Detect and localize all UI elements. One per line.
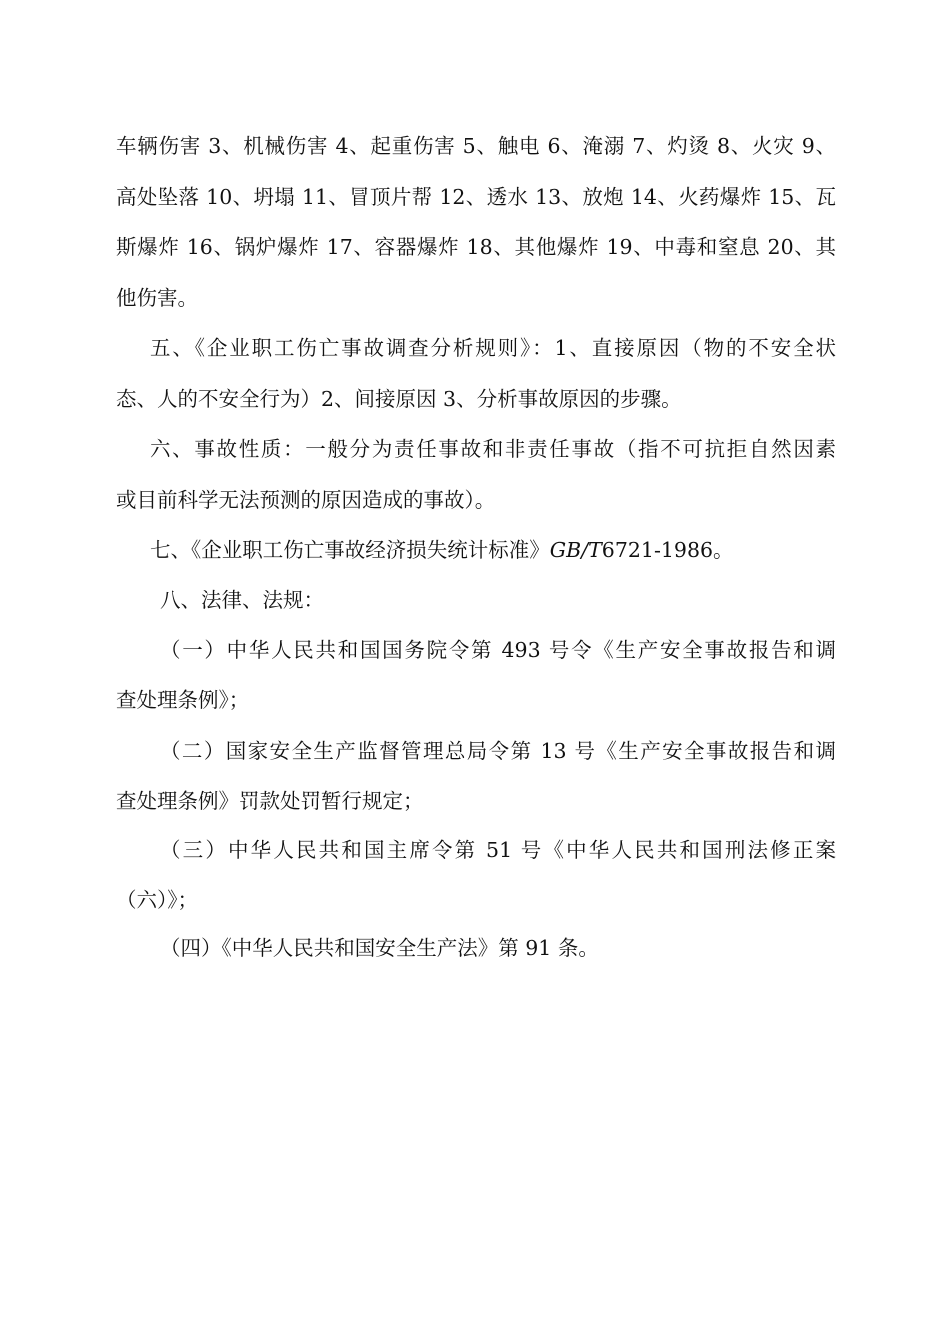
paragraph-line: 高处坠落 10、坍塌 11、冒顶片帮 12、透水 13、放炮 14、火药爆炸 15、瓦 [116,185,836,209]
paragraph-line: 车辆伤害 3、机械伤害 4、起重伤害 5、触电 6、淹溺 7、灼烫 8、火灾 9、 [116,134,836,158]
paragraph-line: 或目前科学无法预测的原因造成的事故）。 [116,488,496,512]
list-item-line: （二）国家安全生产监督管理总局令第 13 号《生产安全事故报告和调 [160,739,836,763]
paragraph-line: 六、事故性质：一般分为责任事故和非责任事故（指不可抗拒自然因素 [150,437,836,461]
section-heading: 八、法律、法规： [160,588,324,612]
standard-code-prefix: GB/T [549,538,602,562]
list-item-line: （一）中华人民共和国国务院令第 493 号令《生产安全事故报告和调 [160,638,836,662]
paragraph-line: 态、人的不安全行为）2、间接原因 3、分析事故原因的步骤。 [116,387,682,411]
list-item-line: （四）《中华人民共和国安全生产法》第 91 条。 [160,936,599,960]
standard-code-number: 6721-1986。 [601,538,734,562]
list-item-line: 查处理条例》； [116,688,250,712]
paragraph-line: 斯爆炸 16、锅炉爆炸 17、容器爆炸 18、其他爆炸 19、中毒和窒息 20、其 [116,235,836,259]
paragraph-line: 他伤害。 [116,286,198,310]
list-item-line: （六）》； [116,888,198,912]
standard-title: 七、《企业职工伤亡事故经济损失统计标准》 [150,538,550,562]
list-item-line: 查处理条例》罚款处罚暂行规定； [116,789,424,813]
paragraph-line: 五、《企业职工伤亡事故调查分析规则》：1、直接原因（物的不安全状 [150,336,836,360]
list-item-line: （三）中华人民共和国主席令第 51 号《中华人民共和国刑法修正案 [160,838,836,862]
standard-reference-line [150,536,836,564]
